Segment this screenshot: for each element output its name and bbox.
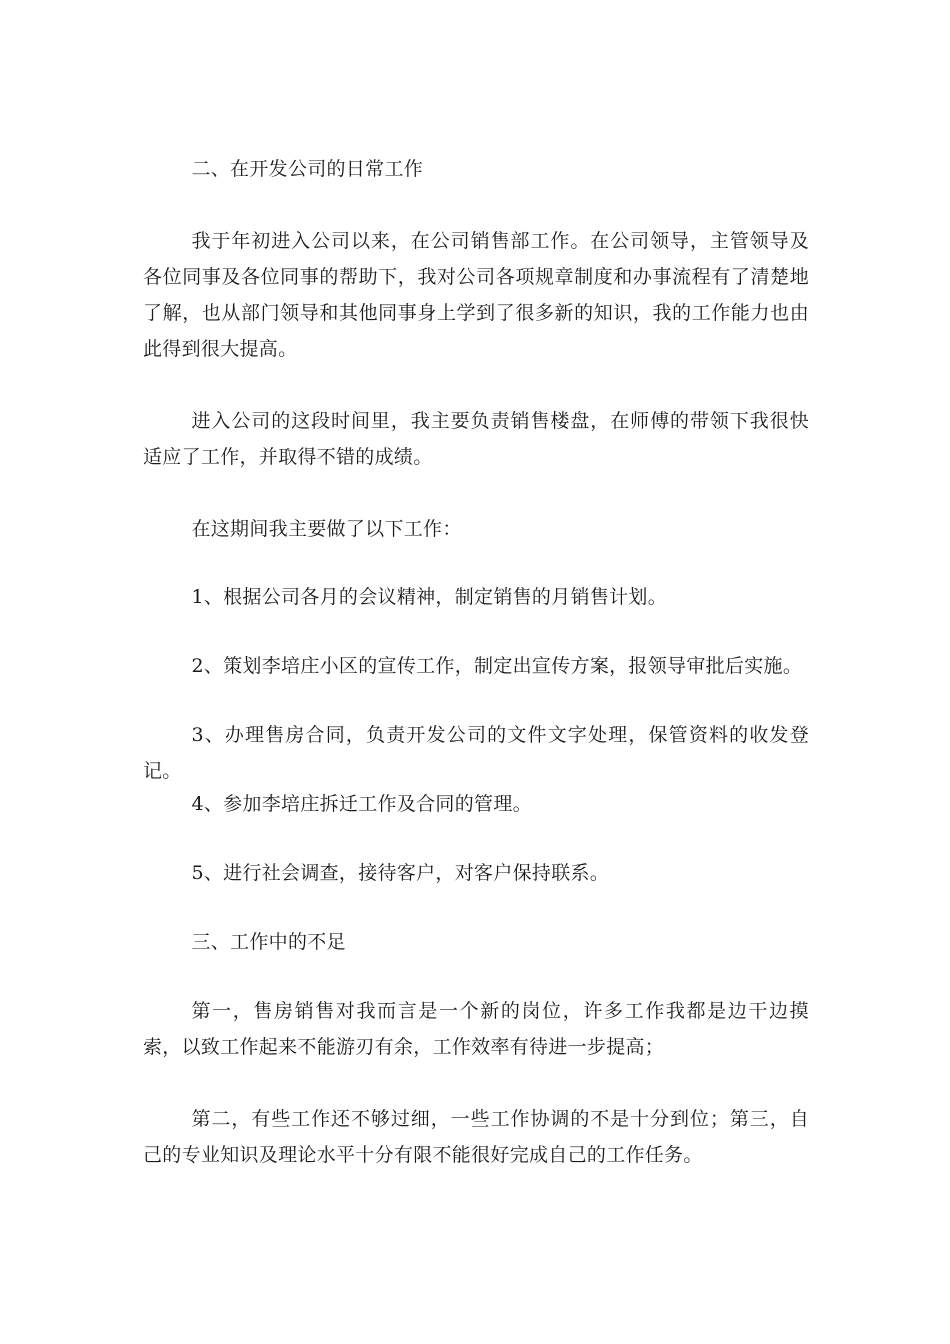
- paragraph-sales: 进入公司的这段时间里，我主要负责销售楼盘，在师傅的带领下我很快适应了工作，并取得不错的成绩。: [143, 410, 809, 468]
- work-item-5: 5、进行社会调查，接待客户，对客户保持联系。: [191, 862, 610, 884]
- section-heading-daily-work: 二、在开发公司的日常工作: [191, 158, 424, 180]
- paragraph-second-shortcoming: 第二，有些工作还不够过细，一些工作协调的不是十分到位；第三，自己的专业知识及理论水平十分有限不能很好完成自己的工作任务。: [143, 1108, 809, 1166]
- paragraph-work-intro: 在这期间我主要做了以下工作：: [191, 518, 462, 540]
- work-item-2: 2、策划李培庄小区的宣传工作，制定出宣传方案，报领导审批后实施。: [191, 655, 803, 677]
- section-heading-shortcomings: 三、工作中的不足: [191, 931, 346, 953]
- work-item-4: 4、参加李培庄拆迁工作及合同的管理。: [191, 793, 532, 815]
- paragraph-first-shortcoming: 第一，售房销售对我而言是一个新的岗位，许多工作我都是边干边摸索，以致工作起来不能游刃有余，工作效率有待进一步提高；: [143, 1000, 809, 1058]
- work-item-3: 3、办理售房合同，负责开发公司的文件文字处理，保管资料的收发登记。: [143, 724, 809, 782]
- paragraph-intro: 我于年初进入公司以来，在公司销售部工作。在公司领导，主管领导及各位同事及各位同事的帮助下，我对公司各项规章制度和办事流程有了清楚地了解，也从部门领导和其他同事身上学到了很多新的知识，我的工作能力也由此得到很大提高。: [143, 230, 809, 360]
- work-item-1: 1、根据公司各月的会议精神，制定销售的月销售计划。: [191, 586, 668, 608]
